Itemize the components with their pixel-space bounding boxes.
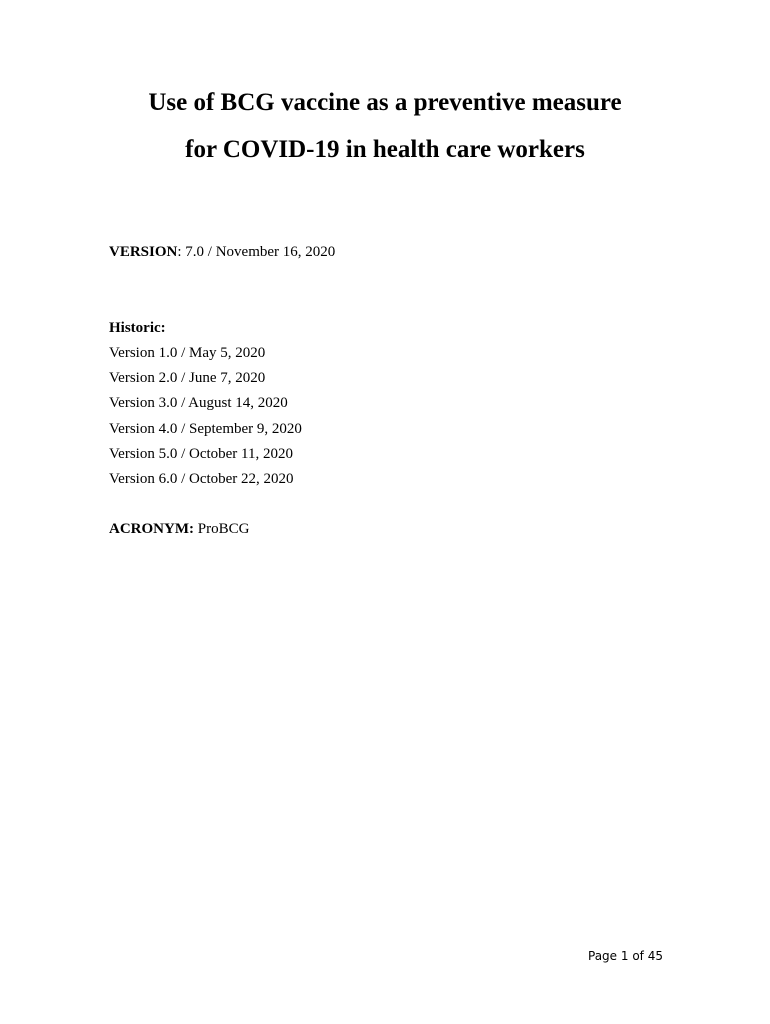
version-line xyxy=(109,243,335,261)
historic-version-item: Version 2.0 / June 7, 2020 xyxy=(109,370,266,387)
historic-version-item: Version 5.0 / October 11, 2020 xyxy=(109,445,293,462)
historic-version-item: Version 6.0 / October 22, 2020 xyxy=(109,470,294,487)
version-separator: : xyxy=(177,244,182,260)
historic-version-item: Version 3.0 / August 14, 2020 xyxy=(109,395,288,412)
historic-version-item: Version 4.0 / September 9, 2020 xyxy=(109,420,302,437)
acronym-label: ACRONYM: xyxy=(109,521,194,537)
version-value: 7.0 / November 16, 2020 xyxy=(181,244,336,260)
acronym-line xyxy=(109,520,249,538)
document-title-line-1: Use of BCG vaccine as a preventive measure xyxy=(148,89,622,116)
acronym-value: ProBCG xyxy=(193,521,250,537)
page-number: Page 1 of 45 xyxy=(588,949,663,963)
historic-version-item: Version 1.0 / May 5, 2020 xyxy=(109,345,266,361)
document-title-line-2: for COVID-19 in health care workers xyxy=(185,136,585,163)
version-label: VERSION xyxy=(109,244,178,260)
historic-version-list xyxy=(109,344,302,495)
historic-heading: Historic: xyxy=(109,320,166,336)
